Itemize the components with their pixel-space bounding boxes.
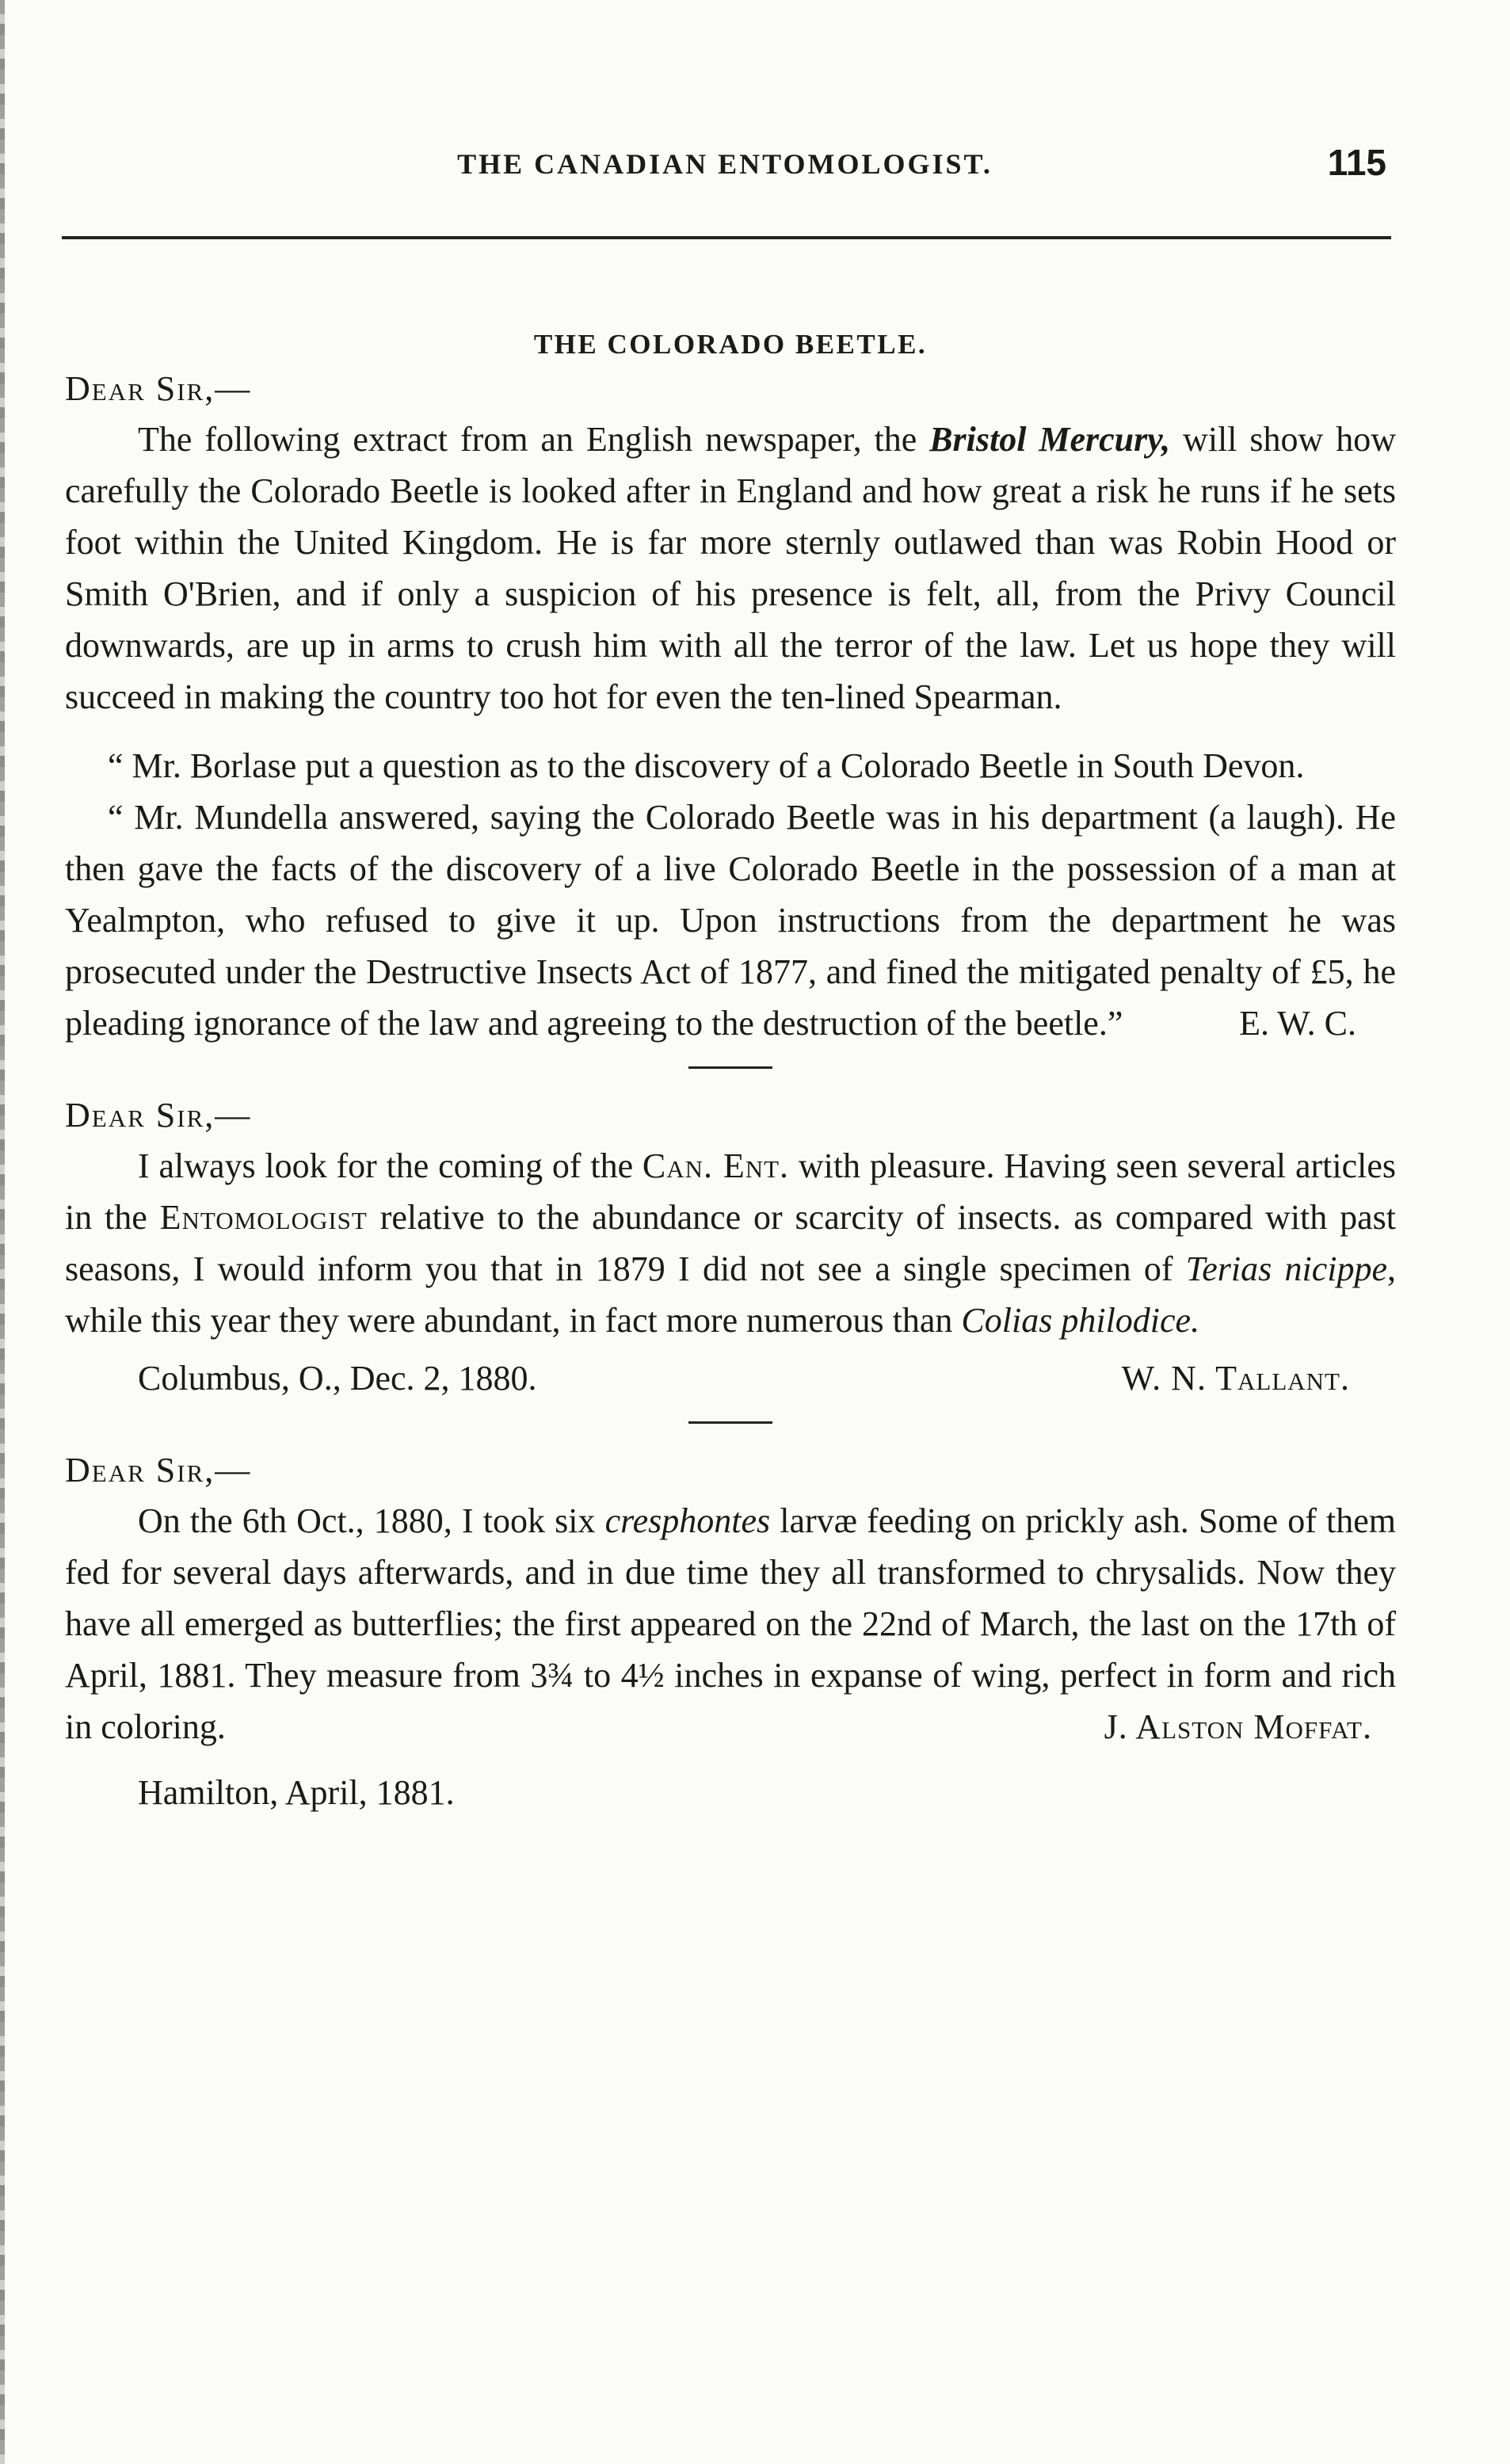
scan-edge <box>0 0 5 2464</box>
salutation: Dear Sir,— <box>65 1096 252 1135</box>
signature: E. W. C. <box>1239 1004 1356 1043</box>
text: , while this year they were abundant, in fact more numerous than <box>65 1249 1396 1340</box>
journal-name: Entomologist <box>159 1198 368 1237</box>
letter-insect-abundance <box>65 1091 1396 1404</box>
salutation: Dear Sir,— <box>65 369 252 408</box>
section-title: THE COLORADO BEETLE. <box>533 329 928 360</box>
section-divider <box>688 1066 772 1069</box>
quote-paragraph: “ Mr. Mundella answered, saying the Colorado Beetle was in his department (a laugh). He then gave the facts of the discovery of a live Colorado Beetle in the possession of a man at Yealmpton, who refused to give it up. Upon instructions from the department he was prosecuted under the Destructive Insects Act of 1877, and fined the mitigated penalty of £5, he pleading ignorance of the law and agreeing to the destruction of the beetle.” <box>65 798 1396 1043</box>
signature: W. N. Tallant. <box>1121 1359 1350 1398</box>
section-divider <box>688 1421 772 1424</box>
salutation: Dear Sir,— <box>65 1451 252 1489</box>
page-number: 115 <box>1327 142 1386 183</box>
text: I always look for the coming of the <box>138 1146 643 1185</box>
letter-colorado-beetle <box>65 325 1396 1049</box>
header-rule <box>62 236 1391 239</box>
place-date: Columbus, O., Dec. 2, 1880. <box>138 1359 537 1398</box>
paragraph <box>65 1140 1396 1346</box>
text: The following extract from an English newspaper, the <box>138 420 930 459</box>
text: larvæ feeding on prickly ash. Some of them fed for several days afterwards, and in due time they all transformed to chrysalids. Now they have all emerged as butterflies; the first appeared on the 22nd of March, the last on the 17th of April, 1881. They measure from 3¾ to 4½ inches in expanse of wing, perfect in form and rich in coloring. <box>65 1501 1396 1746</box>
letter-cresphontes <box>65 1446 1396 1818</box>
journal-name: Can. Ent. <box>642 1146 790 1185</box>
signature: J. Alston Moffat. <box>1104 1707 1372 1746</box>
text: On the 6th Oct., 1880, I took six <box>138 1501 605 1540</box>
place-date: Hamilton, April, 1881. <box>138 1773 455 1812</box>
newspaper-name: Bristol Mercury, <box>929 420 1171 459</box>
species-name: cresphontes <box>604 1501 771 1540</box>
species-name: Terias nicippe <box>1185 1249 1387 1288</box>
text: relative to the abundance or scarcity of insects. as compared with past seasons, I would inform you that in 1879 I did not see a single specimen of <box>65 1198 1396 1288</box>
text: will show how carefully the Colorado Beetle is looked after in England and how great a risk he runs if he sets foot within the United Kingdom. He is far more sternly outlawed than was Robin Hood or Smith O'Brien, and if only a suspicion of his presence is felt, all, from the Privy Council downwards, are up in arms to crush him with all the terror of the law. Let us hope they will succeed in making the country too hot for even the ten-lined Spearman. <box>65 420 1397 716</box>
page-body <box>65 325 1396 1818</box>
species-name: Colias philodice. <box>961 1301 1200 1340</box>
paragraph <box>65 414 1396 723</box>
quote-paragraph: “ Mr. Borlase put a question as to the discovery of a Colorado Beetle in South Devon. <box>108 746 1305 785</box>
sign-off <box>65 1352 1396 1404</box>
running-title: THE CANADIAN ENTOMOLOGIST. <box>457 148 993 180</box>
text: with pleasure. Having seen several articles in the <box>65 1146 1396 1237</box>
page-header <box>63 142 1386 211</box>
